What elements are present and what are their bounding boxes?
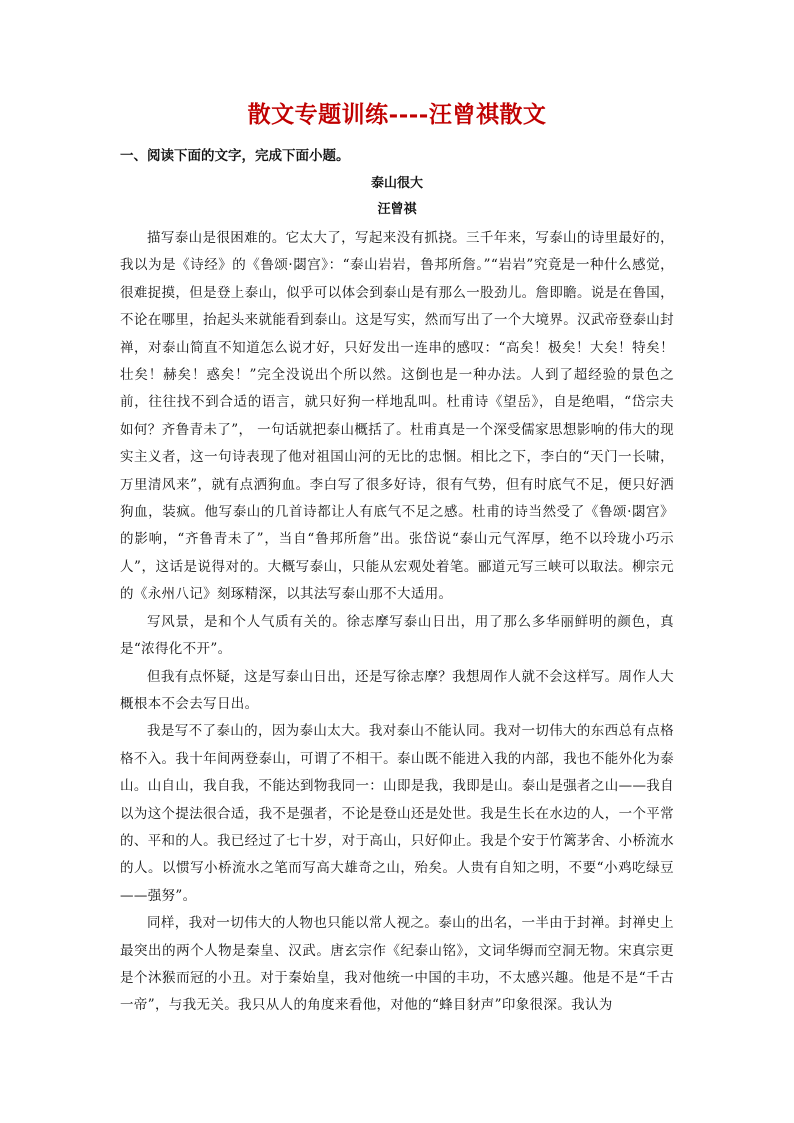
paragraph: 描写泰山是很困难的。它太大了，写起来没有抓挠。三千年来，写泰山的诗里最好的，我以为是《诗经》的《鲁颂·閟宫》：“泰山岩岩，鲁邦所詹。”“岩岩”究竟是一种什么感觉，很难捉摸，但是登上泰山，似乎可以体会到泰山是有那么一股劲儿。詹即瞻。说是在鲁国，不论在哪里，抬起头来就能看到泰山。这是写实，然而写出了一个大境界。汉武帝登泰山封禅，对泰山简直不知道怎么说才好，只好发出一连串的感叹：“高矣！极矣！大矣！特矣！壮矣！赫矣！惑矣！”完全没说出个所以然。这倒也是一种办法。人到了超经验的景色之前，往往找不到合适的语言，就只好狗一样地乱叫。杜甫诗《望岳》，自是绝唱，“岱宗夫如何？齐鲁青未了”， 一句话就把泰山概括了。杜甫真是一个深受儒家思想影响的伟大的现实主义者，这一句诗表现了他对祖国山河的无比的忠悃。相比之下，李白的“天门一长啸，万里清风来”，就有点洒狗血。李白写了很多好诗，很有气势，但有时底气不足，便只好洒狗血，装疯。他写泰山的几首诗都让人有底气不足之感。杜甫的诗当然受了《鲁颂·閟宫》的影响，“齐鲁青未了”，当自“鲁邦所詹”出。张岱说“泰山元气浑厚，绝不以玲珑小巧示人”，这话是说得对的。大概写泰山，只能从宏观处着笔。郦道元写三峡可以取法。柳宗元的《永州八记》刻琢精深，以其法写泰山那不大适用。	[120, 230, 674, 603]
paragraph: 写风景，是和个人气质有关的。徐志摩写泰山日出，用了那么多华丽鲜明的颜色，真是“浓得化不开”。	[120, 613, 674, 658]
paragraph: 同样，我对一切伟大的人物也只能以常人视之。泰山的出名，一半由于封禅。封禅史上最突出的两个人物是秦皇、汉武。唐玄宗作《纪泰山铭》，文词华缛而空洞无物。宋真宗更是个沐猴而冠的小丑。对于秦始皇，我对他统一中国的丰功，不太感兴趣。他是不是“千古一帝”，与我无关。我只从人的角度来看他，对他的“蜂目豺声”印象很深。我认为	[120, 915, 674, 1014]
paragraph: 但我有点怀疑，这是写泰山日出，还是写徐志摩？我想周作人就不会这样写。周作人大概根本不会去写日出。	[120, 668, 674, 712]
paragraph: 我是写不了泰山的，因为泰山太大。我对泰山不能认同。我对一切伟大的东西总有点格格不入。我十年间两登泰山，可谓了不相干。泰山既不能进入我的内部，我也不能外化为泰山。山自山，我自我，不能达到物我同一：山即是我，我即是山。泰山是强者之山——我自以为这个提法很合适，我不是强者，不论是登山还是处世。我是生长在水边的人，一个平常的、平和的人。我已经过了七十岁，对于高山，只好仰止。我是个安于竹篱茅舍、小桥流水的人。以惯写小桥流水之笔而写高大雄奇之山，殆矣。人贵有自知之明，不要“小鸡吃绿豆——强努”。	[120, 723, 674, 904]
section-heading: 一、阅读下面的文字，完成下面小题。	[120, 148, 350, 164]
essay-title: 泰山很大	[370, 176, 423, 191]
essay-body	[120, 225, 674, 1020]
document-title: 散文专题训练----汪曾祺散文	[247, 101, 547, 128]
essay-author: 汪曾祺	[377, 202, 417, 217]
